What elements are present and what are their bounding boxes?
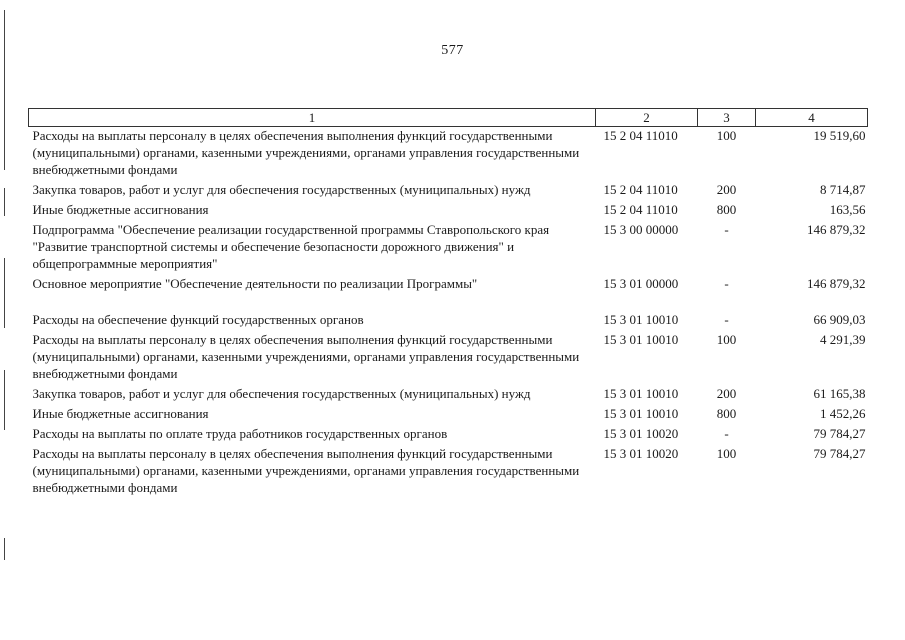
row-type: 100 [716, 446, 737, 461]
table-row [29, 385, 868, 405]
row-type: - [724, 426, 729, 441]
row-amount: 79 784,27 [813, 446, 866, 461]
scan-margin-tick [4, 370, 5, 430]
row-code: 15 3 01 10020 [603, 426, 679, 441]
header-col-1: 1 [29, 109, 596, 127]
row-code: 15 3 00 00000 [603, 222, 679, 237]
row-code: 15 3 01 10010 [603, 386, 679, 401]
scan-margin-tick [4, 188, 5, 216]
header-col-4: 4 [756, 109, 868, 127]
scan-margin-tick [4, 538, 5, 560]
row-amount: 66 909,03 [813, 312, 866, 327]
row-code: 15 2 04 11010 [603, 182, 678, 197]
table-row [29, 445, 868, 496]
table-row [29, 221, 868, 275]
row-amount: 146 879,32 [807, 222, 866, 237]
table-row [29, 181, 868, 201]
page-number: 577 [441, 43, 464, 58]
row-type: 800 [716, 202, 737, 217]
row-amount: 79 784,27 [813, 426, 866, 441]
row-code: 15 3 01 10010 [603, 406, 679, 421]
row-code: 15 3 01 10010 [603, 332, 679, 347]
row-type: 200 [716, 182, 737, 197]
row-amount: 61 165,38 [813, 386, 866, 401]
row-type: - [724, 312, 729, 327]
table-row [29, 311, 868, 331]
table-row [29, 201, 868, 221]
table-body [29, 127, 868, 497]
row-name: Расходы на выплаты персоналу в целях обеспечения выполнения функций государственными (муниципальными) органами, казенными учреждениями, органами управления государственными внебюджетными фондами [32, 446, 580, 495]
row-name: Закупка товаров, работ и услуг для обеспечения государственных (муниципальных) нужд [32, 386, 531, 401]
row-type: 200 [716, 386, 737, 401]
row-type: - [724, 276, 729, 291]
row-name: Расходы на выплаты персоналу в целях обеспечения выполнения функций государственными (муниципальными) органами, казенными учреждениями, органами управления государственными внебюджетными фондами [32, 332, 580, 381]
row-code: 15 3 01 00000 [603, 276, 679, 291]
row-name: Иные бюджетные ассигнования [32, 202, 209, 217]
row-name: Расходы на обеспечение функций государственных органов [32, 312, 364, 327]
scan-margin-line [4, 10, 5, 170]
row-code: 15 3 01 10010 [603, 312, 679, 327]
row-type: 100 [716, 128, 737, 143]
row-code: 15 2 04 11010 [603, 128, 678, 143]
table-row [29, 405, 868, 425]
budget-table-container [28, 108, 867, 496]
row-code: 15 3 01 10020 [603, 446, 679, 461]
scan-margin-tick [4, 258, 5, 328]
header-row [29, 109, 868, 127]
header-col-2: 2 [596, 109, 698, 127]
table-header [29, 109, 868, 127]
table-row [29, 275, 868, 311]
header-col-3: 3 [698, 109, 756, 127]
row-amount: 146 879,32 [807, 276, 866, 291]
row-name: Расходы на выплаты по оплате труда работников государственных органов [32, 426, 448, 441]
row-type: - [724, 222, 729, 237]
row-code: 15 2 04 11010 [603, 202, 678, 217]
row-type: 100 [716, 332, 737, 347]
row-name: Подпрограмма "Обеспечение реализации государственной программы Ставропольского края "Развитие транспортной системы и обеспечение безопасности дорожного движения" и общепрограммные мероприятия" [32, 222, 550, 271]
row-amount: 19 519,60 [813, 128, 866, 143]
table-row [29, 331, 868, 385]
row-name: Иные бюджетные ассигнования [32, 406, 209, 421]
row-name: Закупка товаров, работ и услуг для обеспечения государственных (муниципальных) нужд [32, 182, 531, 197]
row-amount: 8 714,87 [820, 182, 866, 197]
row-name: Основное мероприятие "Обеспечение деятельности по реализации Программы" [32, 276, 478, 291]
row-amount: 163,56 [829, 202, 866, 217]
budget-table [28, 108, 868, 496]
row-name: Расходы на выплаты персоналу в целях обеспечения выполнения функций государственными (муниципальными) органами, казенными учреждениями, органами управления государственными внебюджетными фондами [32, 128, 580, 177]
row-amount: 1 452,26 [820, 406, 866, 421]
table-row [29, 425, 868, 445]
table-row [29, 127, 868, 182]
row-amount: 4 291,39 [820, 332, 866, 347]
row-type: 800 [716, 406, 737, 421]
